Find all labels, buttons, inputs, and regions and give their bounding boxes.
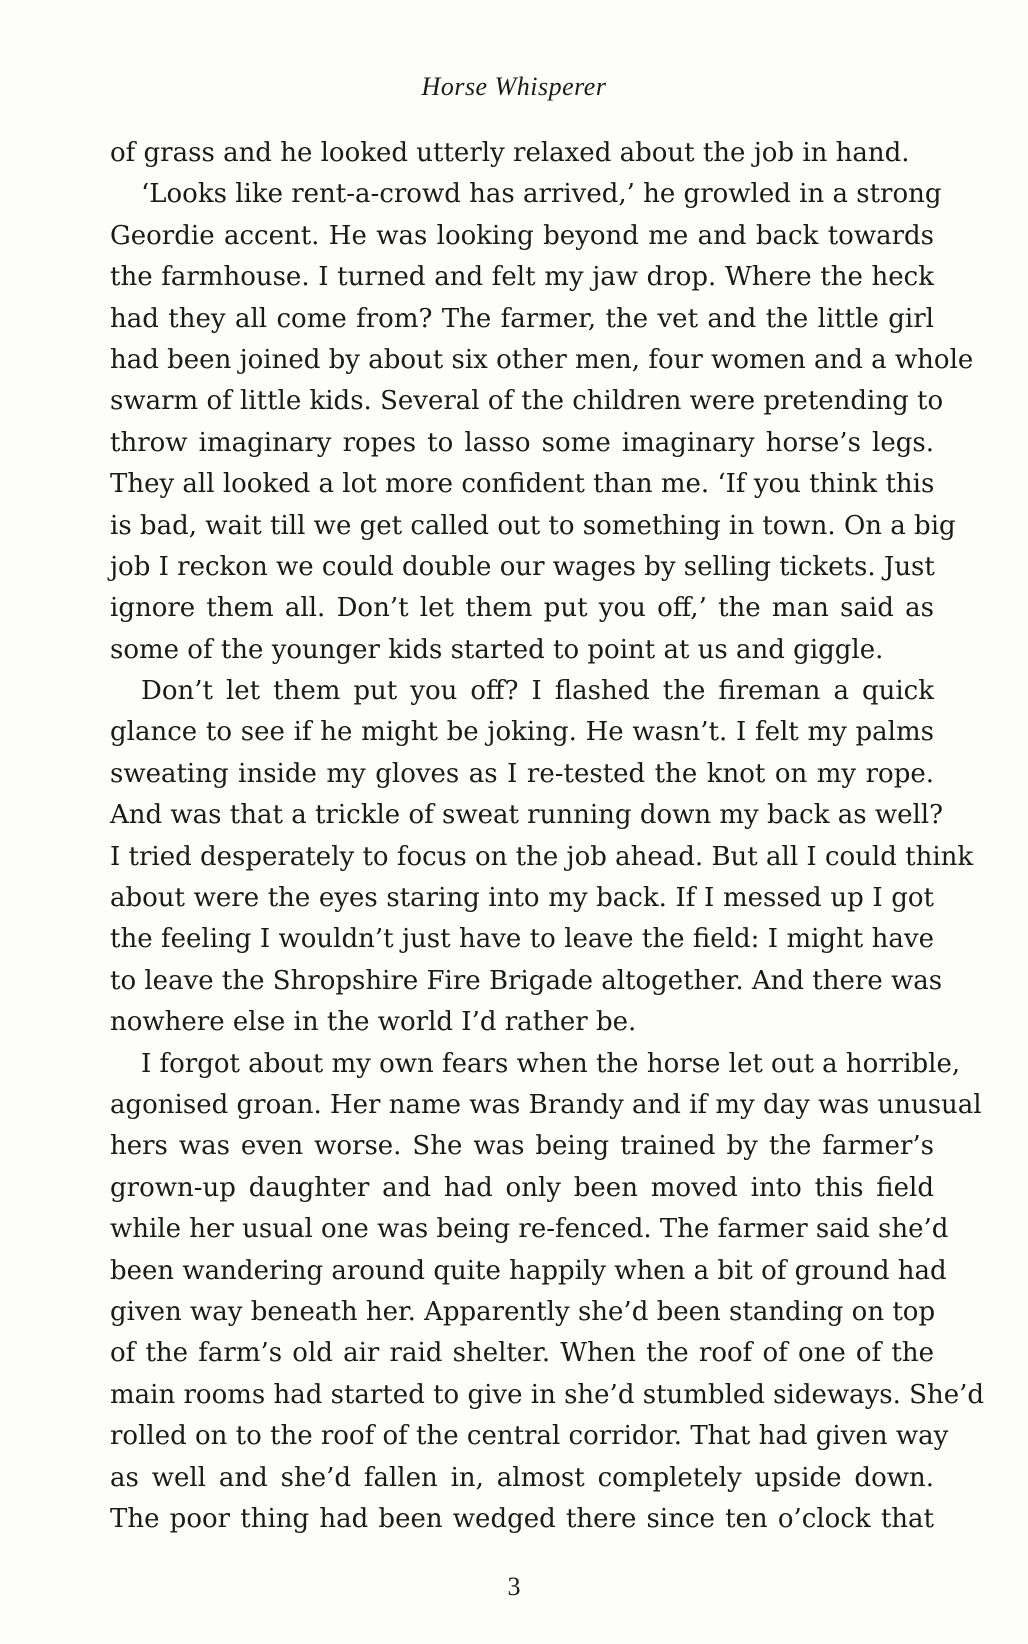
text-line: The poor thing had been wedged there since ten o’clock that [110, 1503, 934, 1534]
text-line: hers was even worse. She was being trained by the farmer’s [110, 1131, 934, 1162]
text-line: of grass and he looked utterly relaxed about the job in hand. [110, 138, 910, 168]
text-line: rolled on to the roof of the central corridor. That had given way [110, 1421, 949, 1452]
text-line: given way beneath her. Apparently she’d been standing on top [110, 1296, 936, 1327]
text-line: had been joined by about six other men, four women and a whole [110, 344, 974, 375]
text-line: the farmhouse. I turned and felt my jaw drop. Where the heck [110, 262, 934, 293]
text-line: some of the younger kids started to point at us and giggle. [110, 634, 884, 665]
paragraph [110, 174, 974, 671]
text-line: Geordie accent. He was looking beyond me and back towards [110, 220, 934, 251]
text-line: swarm of little kids. Several of the children were pretending to [110, 386, 944, 417]
text-line: is bad, wait till we get called out to something in town. On a big [110, 510, 956, 541]
text-line: main rooms had started to give in she’d stumbled sideways. She’d [110, 1379, 985, 1410]
paragraph [110, 133, 934, 174]
text-line: nowhere else in the world I’d rather be. [110, 1007, 637, 1038]
text-line: throw imaginary ropes to lasso some imaginary horse’s legs. [110, 427, 934, 458]
text-line: about were the eyes staring into my back. If I messed up I got [110, 883, 934, 914]
text-line: of the farm’s old air raid shelter. When the roof of one of the [110, 1338, 934, 1369]
text-line: job I reckon we could double our wages by selling tickets. Just [110, 551, 935, 582]
text-line: ‘Looks like rent-a-crowd has arrived,’ he growled in a strong [141, 179, 942, 210]
text-line: I tried desperately to focus on the job ahead. But all I could think [110, 841, 974, 872]
paragraph [110, 671, 974, 1044]
text-line: had they all come from? The farmer, the vet and the little girl [110, 303, 934, 334]
text-line: ignore them all. Don’t let them put you off,’ the man said as [110, 593, 934, 624]
body-text [110, 133, 985, 1540]
text-line: And was that a trickle of sweat running down my back as well? [110, 800, 944, 831]
text-line: been wandering around quite happily when a bit of ground had [110, 1255, 947, 1286]
text-line: while her usual one was being re-fenced. The farmer said she’d [110, 1214, 949, 1245]
text-line: Don’t let them put you off? I flashed the fireman a quick [141, 676, 934, 707]
running-head: Horse Whisperer [421, 72, 607, 101]
text-line: the feeling I wouldn’t just have to leave the field: I might have [110, 924, 934, 955]
text-line: grown-up daughter and had only been moved into this field [110, 1172, 934, 1203]
text-line: glance to see if he might be joking. He wasn’t. I felt my palms [110, 717, 934, 748]
text-line: to leave the Shropshire Fire Brigade altogether. And there was [110, 965, 943, 996]
page-number: 3 [507, 1572, 521, 1601]
text-line: They all looked a lot more confident than me. ‘If you think this [110, 469, 935, 500]
text-line: agonised groan. Her name was Brandy and if my day was unusual [110, 1089, 982, 1120]
text-line: I forgot about my own fears when the horse let out a horrible, [141, 1048, 961, 1079]
text-line: as well and she’d fallen in, almost completely upside down. [110, 1462, 934, 1493]
text-line: sweating inside my gloves as I re-tested the knot on my rope. [110, 758, 934, 789]
paragraph [110, 1044, 985, 1541]
